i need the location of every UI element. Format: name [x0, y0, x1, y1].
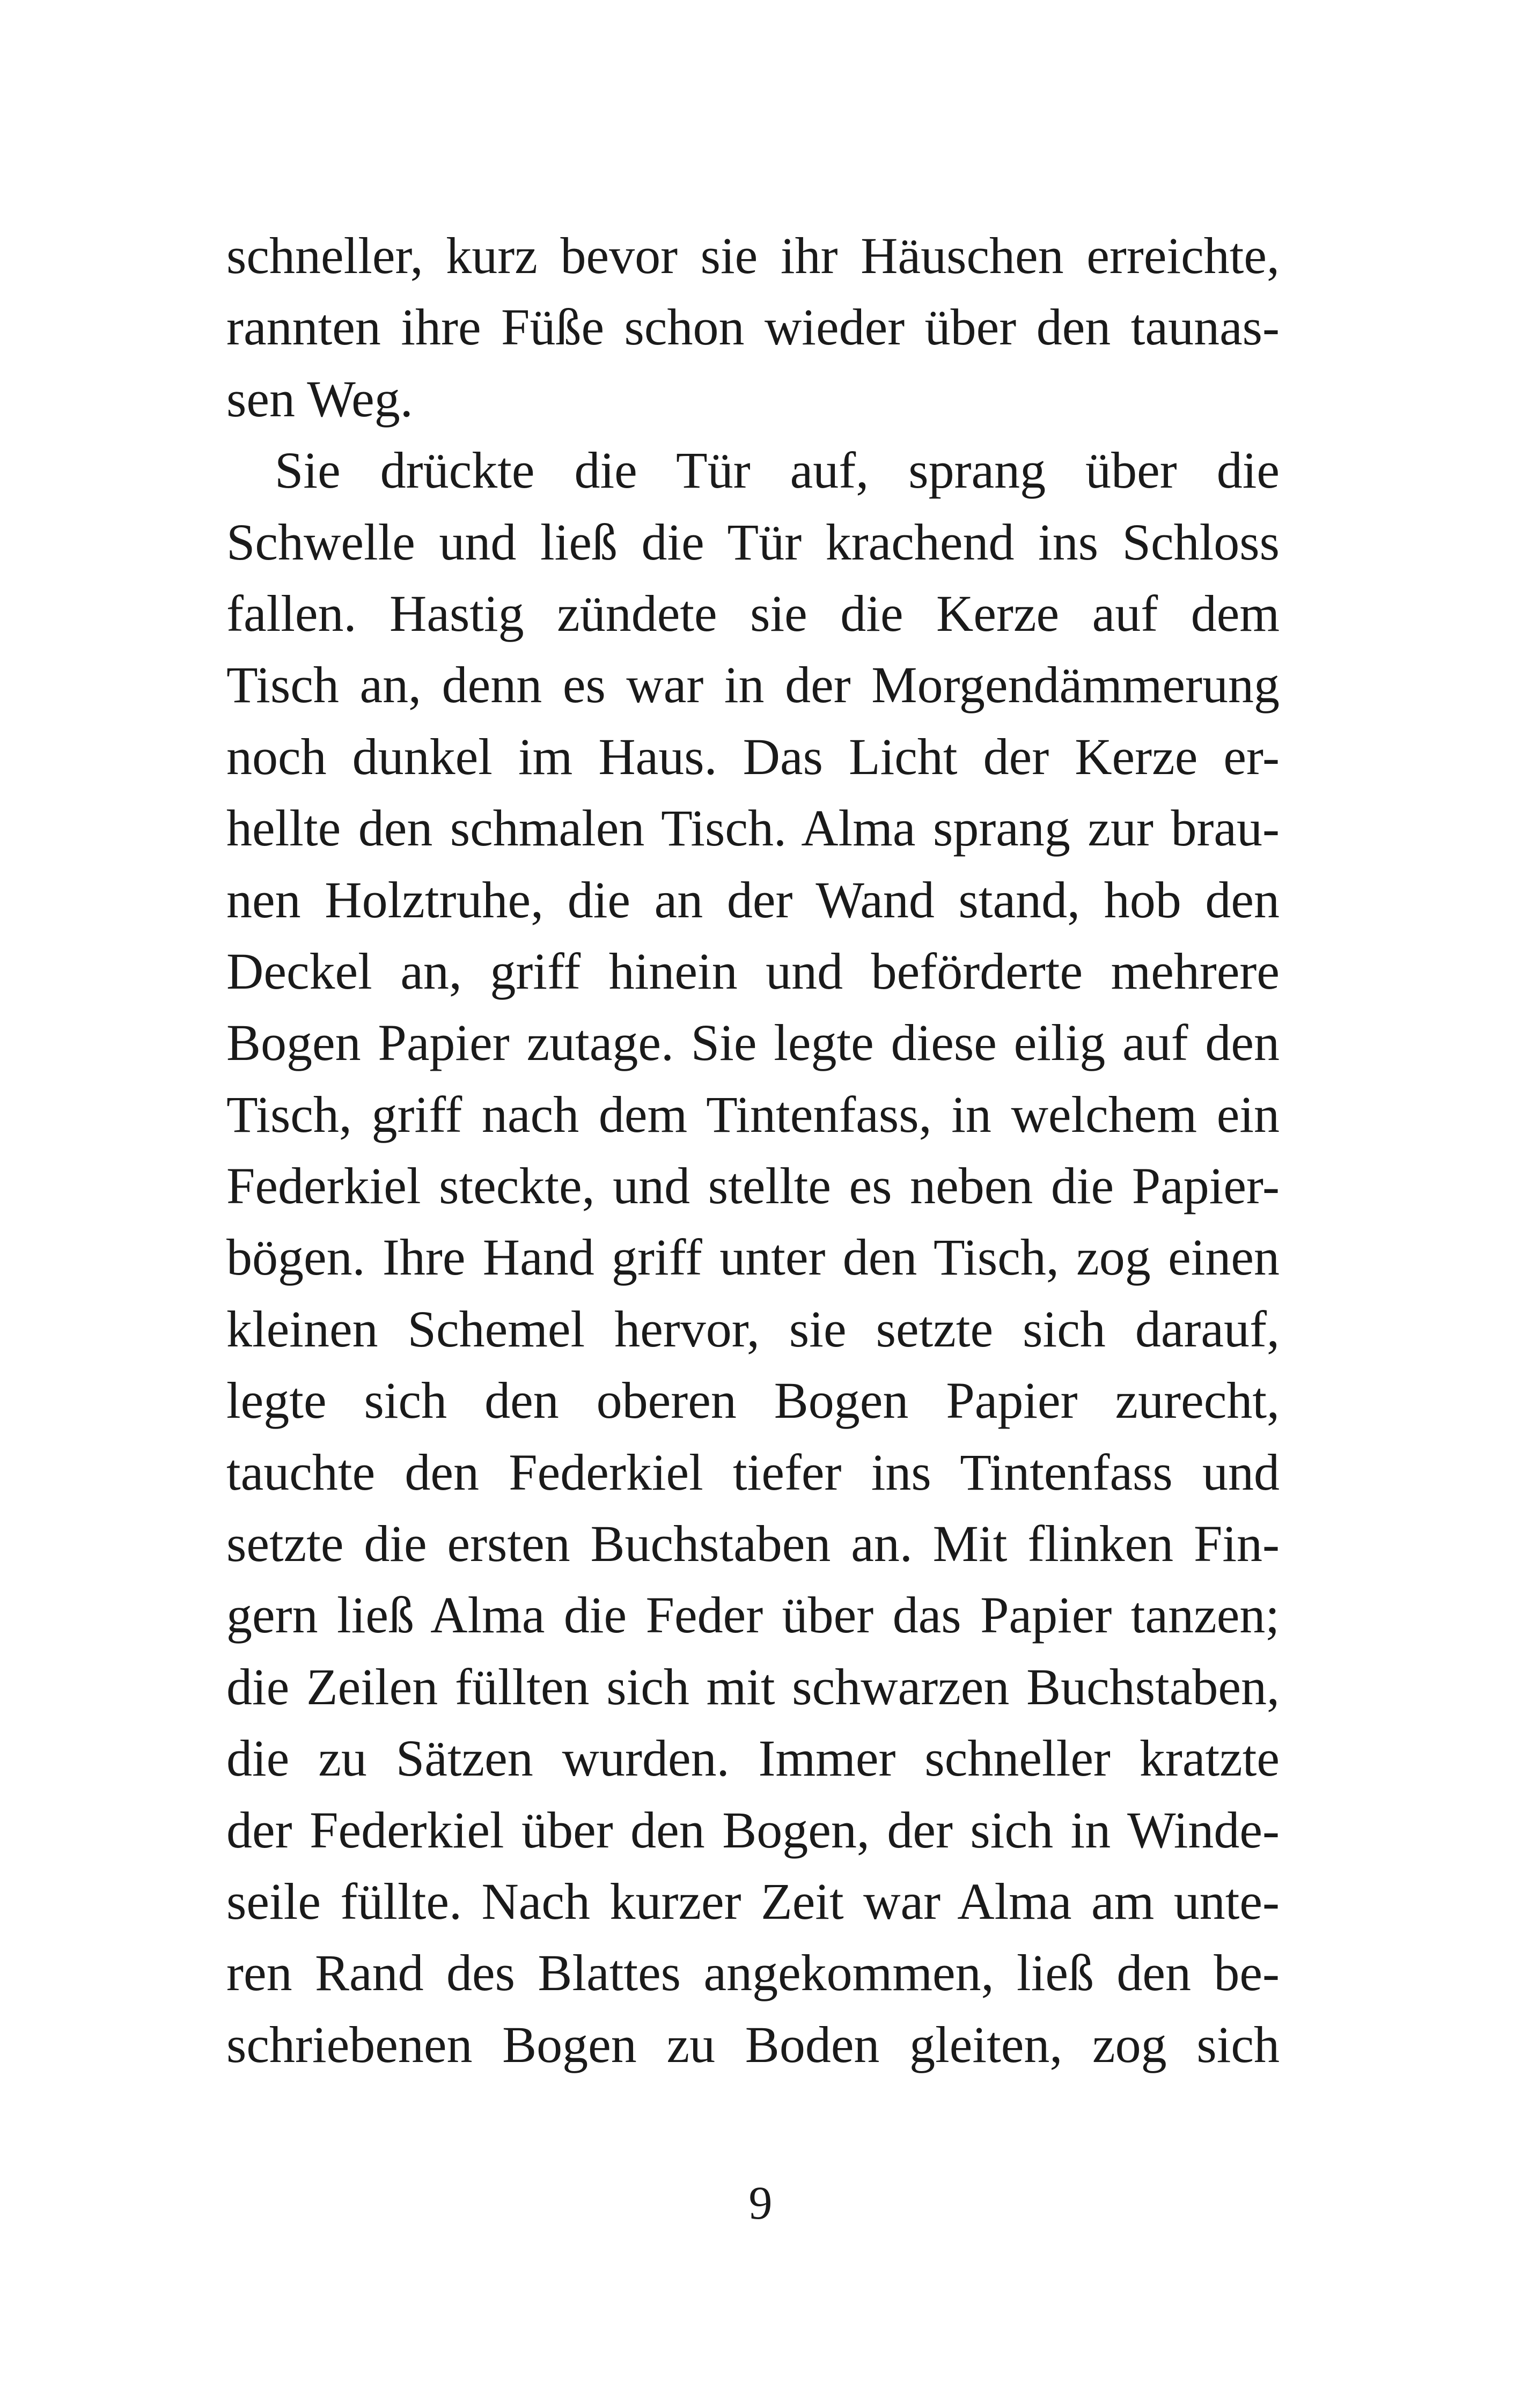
text-line: Federkiel steckte, und stellte es neben die Papier- [226, 1157, 1280, 1215]
text-line: seile füllte. Nach kurzer Zeit war Alma am unte- [226, 1872, 1280, 1930]
text-line: tauchte den Federkiel tiefer ins Tintenfass und [226, 1443, 1280, 1501]
text-line: die Zeilen füllten sich mit schwarzen Buchstaben, [226, 1658, 1280, 1715]
text-line: rannten ihre Füße schon wieder über den taunas- [226, 298, 1280, 356]
text-line: kleinen Schemel hervor, sie setzte sich darauf, [226, 1300, 1280, 1358]
text-line: Bogen Papier zutage. Sie legte diese eilig auf den [226, 1014, 1280, 1072]
text-line: noch dunkel im Haus. Das Licht der Kerze er- [226, 727, 1280, 785]
text-line: bögen. Ihre Hand griff unter den Tisch, zog einen [226, 1228, 1280, 1286]
text-line: legte sich den oberen Bogen Papier zurecht, [226, 1372, 1280, 1430]
text-line: setzte die ersten Buchstaben an. Mit flinken Fin- [226, 1515, 1280, 1573]
text-line: die zu Sätzen wurden. Immer schneller kratzte [226, 1729, 1280, 1787]
text-line: fallen. Hastig zündete sie die Kerze auf dem [226, 584, 1280, 642]
text-line: der Federkiel über den Bogen, der sich in Winde- [226, 1801, 1280, 1859]
text-line: hellte den schmalen Tisch. Alma sprang zur brau- [226, 799, 1280, 857]
text-line: Schwelle und ließ die Tür krachend ins Schloss [226, 513, 1280, 571]
page-number: 9 [748, 2177, 773, 2229]
text-line: gern ließ Alma die Feder über das Papier tanzen; [226, 1586, 1280, 1644]
text-line: sen Weg. [226, 370, 413, 428]
text-line: Deckel an, griff hinein und beförderte mehrere [226, 942, 1280, 1000]
text-line: Tisch, griff nach dem Tintenfass, in welchem ein [226, 1085, 1280, 1143]
body-text [226, 220, 1280, 2080]
text-line: Sie drückte die Tür auf, sprang über die [275, 441, 1280, 499]
text-line: ren Rand des Blattes angekommen, ließ den be- [226, 1944, 1280, 2002]
text-line: Tisch an, denn es war in der Morgendämmerung [226, 656, 1280, 714]
text-line: nen Holztruhe, die an der Wand stand, hob den [226, 871, 1280, 929]
text-line: schriebenen Bogen zu Boden gleiten, zog sich [226, 2015, 1280, 2073]
text-line: schneller, kurz bevor sie ihr Häuschen erreichte, [226, 227, 1280, 284]
